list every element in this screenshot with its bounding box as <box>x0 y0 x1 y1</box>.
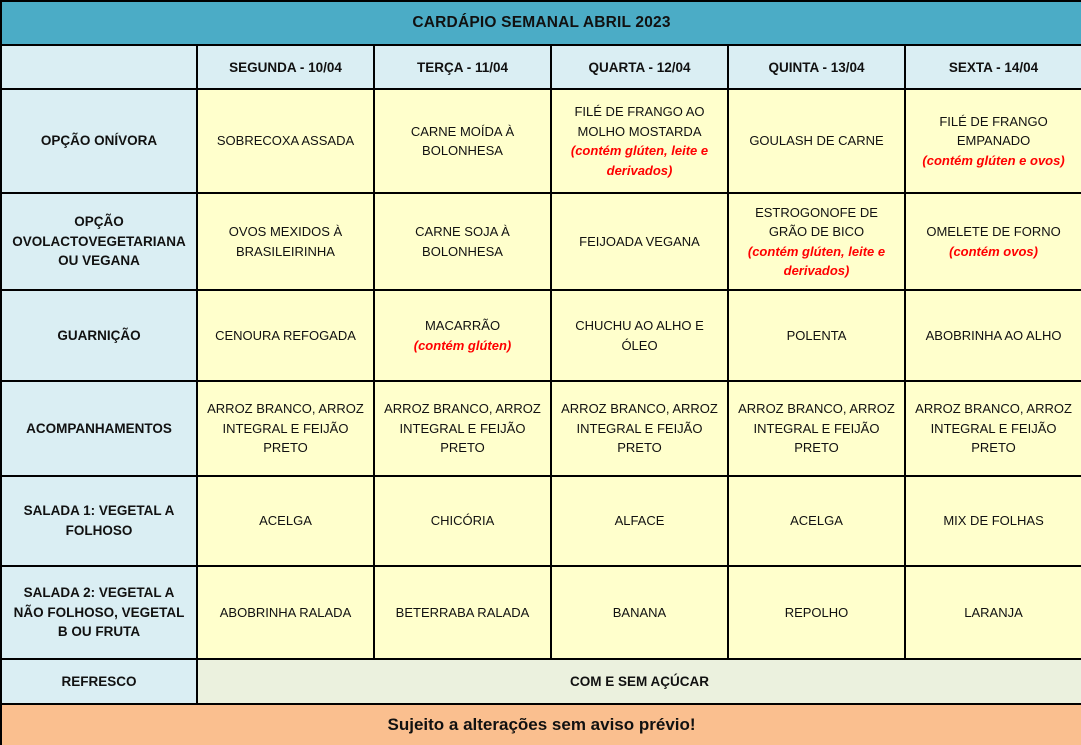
menu-item-text: REPOLHO <box>784 604 849 620</box>
row-label-opcao-ovolactovegetariana: OPÇÃO OVOLACTOVEGETARIANA OU VEGANA <box>1 193 197 290</box>
menu-cell <box>728 290 905 381</box>
menu-cell <box>374 290 551 381</box>
menu-item-text: ARROZ BRANCO, ARROZ INTEGRAL E FEIJÃO PRETO <box>738 401 895 456</box>
menu-cell <box>551 381 728 476</box>
column-header-quinta: QUINTA - 13/04 <box>728 45 905 89</box>
row-label-opcao-onivora: OPÇÃO ONÍVORA <box>1 89 197 193</box>
column-header-row <box>1 45 1081 89</box>
page-title: CARDÁPIO SEMANAL ABRIL 2023 <box>1 1 1081 45</box>
menu-cell <box>197 89 374 193</box>
menu-cell <box>728 381 905 476</box>
menu-item-text: SOBRECOXA ASSADA <box>216 133 355 149</box>
menu-item-text: CARNE SOJA À BOLONHESA <box>415 224 510 259</box>
menu-cell <box>728 89 905 193</box>
menu-item-text: BETERRABA RALADA <box>395 604 530 620</box>
menu-cell <box>905 476 1081 566</box>
menu-cell <box>551 290 728 381</box>
menu-cell <box>197 566 374 659</box>
refresco-row <box>1 659 1081 704</box>
menu-item-text: ARROZ BRANCO, ARROZ INTEGRAL E FEIJÃO PRETO <box>384 401 541 456</box>
menu-cell <box>905 89 1081 193</box>
allergen-note: (contém glúten) <box>413 337 512 353</box>
corner-cell <box>1 45 197 89</box>
menu-cell <box>728 476 905 566</box>
menu-cell <box>905 193 1081 290</box>
menu-cell <box>374 89 551 193</box>
column-header-quarta: QUARTA - 12/04 <box>551 45 728 89</box>
menu-item-text: ACELGA <box>259 513 312 529</box>
table-row <box>1 381 1081 476</box>
row-label-salada-2: SALADA 2: VEGETAL A NÃO FOLHOSO, VEGETAL B OU FRUTA <box>1 566 197 659</box>
allergen-note: (contém ovos) <box>949 243 1038 259</box>
row-label-refresco: REFRESCO <box>1 659 197 704</box>
menu-item-text: OVOS MEXIDOS À BRASILEIRINHA <box>228 224 343 259</box>
menu-item-text: ARROZ BRANCO, ARROZ INTEGRAL E FEIJÃO PRETO <box>207 401 364 456</box>
row-label-acompanhamentos: ACOMPANHAMENTOS <box>1 381 197 476</box>
table-row <box>1 89 1081 193</box>
menu-cell <box>197 476 374 566</box>
menu-item-text: GOULASH DE CARNE <box>749 133 884 149</box>
allergen-note: (contém glúten e ovos) <box>922 152 1065 168</box>
menu-item-text: LARANJA <box>964 604 1023 620</box>
menu-cell <box>374 566 551 659</box>
menu-item-text: MACARRÃO <box>424 318 501 333</box>
menu-cell <box>905 381 1081 476</box>
menu-cell <box>551 476 728 566</box>
footer-notice: Sujeito a alterações sem aviso prévio! <box>1 704 1081 745</box>
menu-cell <box>197 193 374 290</box>
menu-cell <box>374 476 551 566</box>
menu-item-text: FILÉ DE FRANGO AO MOLHO MOSTARDA <box>574 104 705 139</box>
table-row <box>1 566 1081 659</box>
menu-item-text: ALFACE <box>614 513 665 529</box>
table-row <box>1 290 1081 381</box>
title-row <box>1 1 1081 45</box>
menu-cell <box>551 566 728 659</box>
allergen-note: (contém glúten, leite e derivados) <box>570 143 709 178</box>
menu-item-text: OMELETE DE FORNO <box>926 224 1061 239</box>
refresco-value: COM E SEM AÇÚCAR <box>197 659 1081 704</box>
menu-cell <box>728 193 905 290</box>
footer-row <box>1 704 1081 745</box>
menu-item-text: FILÉ DE FRANGO EMPANADO <box>939 113 1048 149</box>
menu-cell <box>197 381 374 476</box>
menu-cell <box>374 381 551 476</box>
menu-cell <box>905 566 1081 659</box>
menu-cell <box>728 566 905 659</box>
menu-item-text: ESTROGONOFE DE GRÃO DE BICO <box>755 204 878 239</box>
allergen-note: (contém glúten, leite e derivados) <box>747 243 886 278</box>
menu-item-text: CHICÓRIA <box>430 513 495 529</box>
table-row <box>1 193 1081 290</box>
column-header-sexta: SEXTA - 14/04 <box>905 45 1081 89</box>
menu-item-text: FEIJOADA VEGANA <box>579 233 700 249</box>
column-header-terca: TERÇA - 11/04 <box>374 45 551 89</box>
menu-item-text: CENOURA REFOGADA <box>215 327 356 343</box>
menu-item-text: ARROZ BRANCO, ARROZ INTEGRAL E FEIJÃO PRETO <box>561 401 718 456</box>
column-header-segunda: SEGUNDA - 10/04 <box>197 45 374 89</box>
row-label-guarnicao: GUARNIÇÃO <box>1 290 197 381</box>
menu-item-text: ARROZ BRANCO, ARROZ INTEGRAL E FEIJÃO PRETO <box>915 401 1072 456</box>
row-label-salada-1: SALADA 1: VEGETAL A FOLHOSO <box>1 476 197 566</box>
menu-item-text: MIX DE FOLHAS <box>943 513 1044 529</box>
menu-cell <box>374 193 551 290</box>
menu-item-text: POLENTA <box>786 327 847 343</box>
menu-item-text: CARNE MOÍDA À BOLONHESA <box>410 123 515 158</box>
menu-cell <box>197 290 374 381</box>
menu-item-text: ACELGA <box>790 513 843 529</box>
menu-item-text: ABOBRINHA AO ALHO <box>925 327 1062 343</box>
menu-item-text: CHUCHU AO ALHO E ÓLEO <box>575 318 704 353</box>
menu-cell <box>551 89 728 193</box>
menu-item-text: ABOBRINHA RALADA <box>219 604 352 620</box>
menu-item-text: BANANA <box>612 604 667 620</box>
menu-cell <box>905 290 1081 381</box>
menu-cell <box>551 193 728 290</box>
table-row <box>1 476 1081 566</box>
